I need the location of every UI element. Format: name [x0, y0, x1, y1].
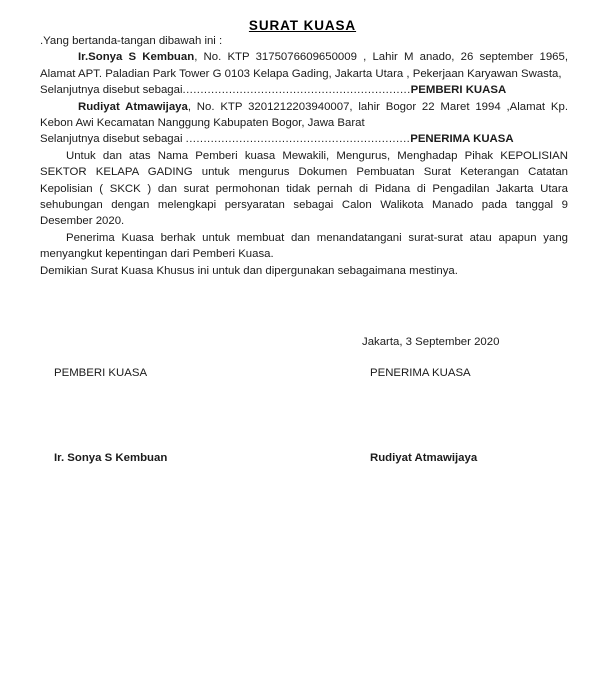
place-and-date: Jakarta, 3 September 2020: [362, 336, 500, 349]
grantor-signature-role: PEMBERI KUASA: [54, 367, 148, 380]
grantee-name: Rudiyat Atmawijaya: [78, 100, 188, 113]
grantee-dot-leader: ...............................................................: [185, 133, 411, 146]
page-title: SURAT KUASA: [248, 18, 357, 33]
closing-paragraph: Demikian Surat Kuasa Khusus ini untuk dan dipergunakan sebagaimana mestinya.: [40, 264, 458, 277]
grantee-role-label: PENERIMA KUASA: [410, 133, 514, 146]
grantee-paragraph: [40, 99, 568, 132]
signature-name-row: [40, 452, 568, 464]
grantor-signature-name: Ir. Sonya S Kembuan: [54, 452, 168, 465]
grantor-dot-leader: ................................................................: [182, 84, 411, 97]
document-body: [0, 33, 605, 279]
grantor-designation-prefix: Selanjutnya disebut sebagai: [40, 84, 183, 97]
grantor-paragraph: [40, 49, 568, 82]
grantor-name: Ir.Sonya S Kembuan: [78, 51, 195, 64]
opening-line: .Yang bertanda-tangan dibawah ini :: [40, 35, 223, 47]
signature-block: [0, 336, 605, 464]
grantee-designation-prefix: Selanjutnya disebut sebagai: [40, 133, 186, 146]
signature-role-row: [40, 367, 568, 379]
grantee-signature-name: Rudiyat Atmawijaya: [370, 452, 478, 465]
grantor-role-label: PEMBERI KUASA: [410, 84, 507, 97]
body-paragraph: Untuk dan atas Nama Pemberi kuasa Mewakili, Mengurus, Menghadap Pihak KEPOLISIAN SEKTOR KELAPA GADING untuk mengurus Dokumen Pembuatan Surat Keterangan Catatan Kepolisian ( SKCK ) dan surat permohonan tidak pernah di Pidana di Pengadilan Jakarta Utara sehubungan dengan melengkapi persyaratan sebagai Calon Walikota Manado pada tanggal 9 Desember 2020.: [40, 149, 568, 228]
grantor-details: , No. KTP 3175076609650009 , Lahir M anado, 26 september 1965, Alamat APT. Paladian Park Tower G 0103 Kelapa Gading, Jakarta Utara , Pekerjaan Karyawan Swasta,: [40, 51, 569, 80]
grantee-details: , No. KTP 3201212203940007, lahir Bogor 22 Maret 1994 ,Alamat Kp. Kebon Awi Kecamatan Nanggung Kabupaten Bogor, Jawa Barat: [40, 100, 568, 130]
clause-paragraph: Penerima Kuasa berhak untuk membuat dan menandatangani surat-surat atau apapun yang menyangkut kepentingan dari Pemberi Kuasa.: [40, 231, 568, 261]
grantee-designation: [40, 131, 568, 147]
grantee-signature-role: PENERIMA KUASA: [370, 367, 471, 380]
grantor-designation: [40, 82, 568, 98]
